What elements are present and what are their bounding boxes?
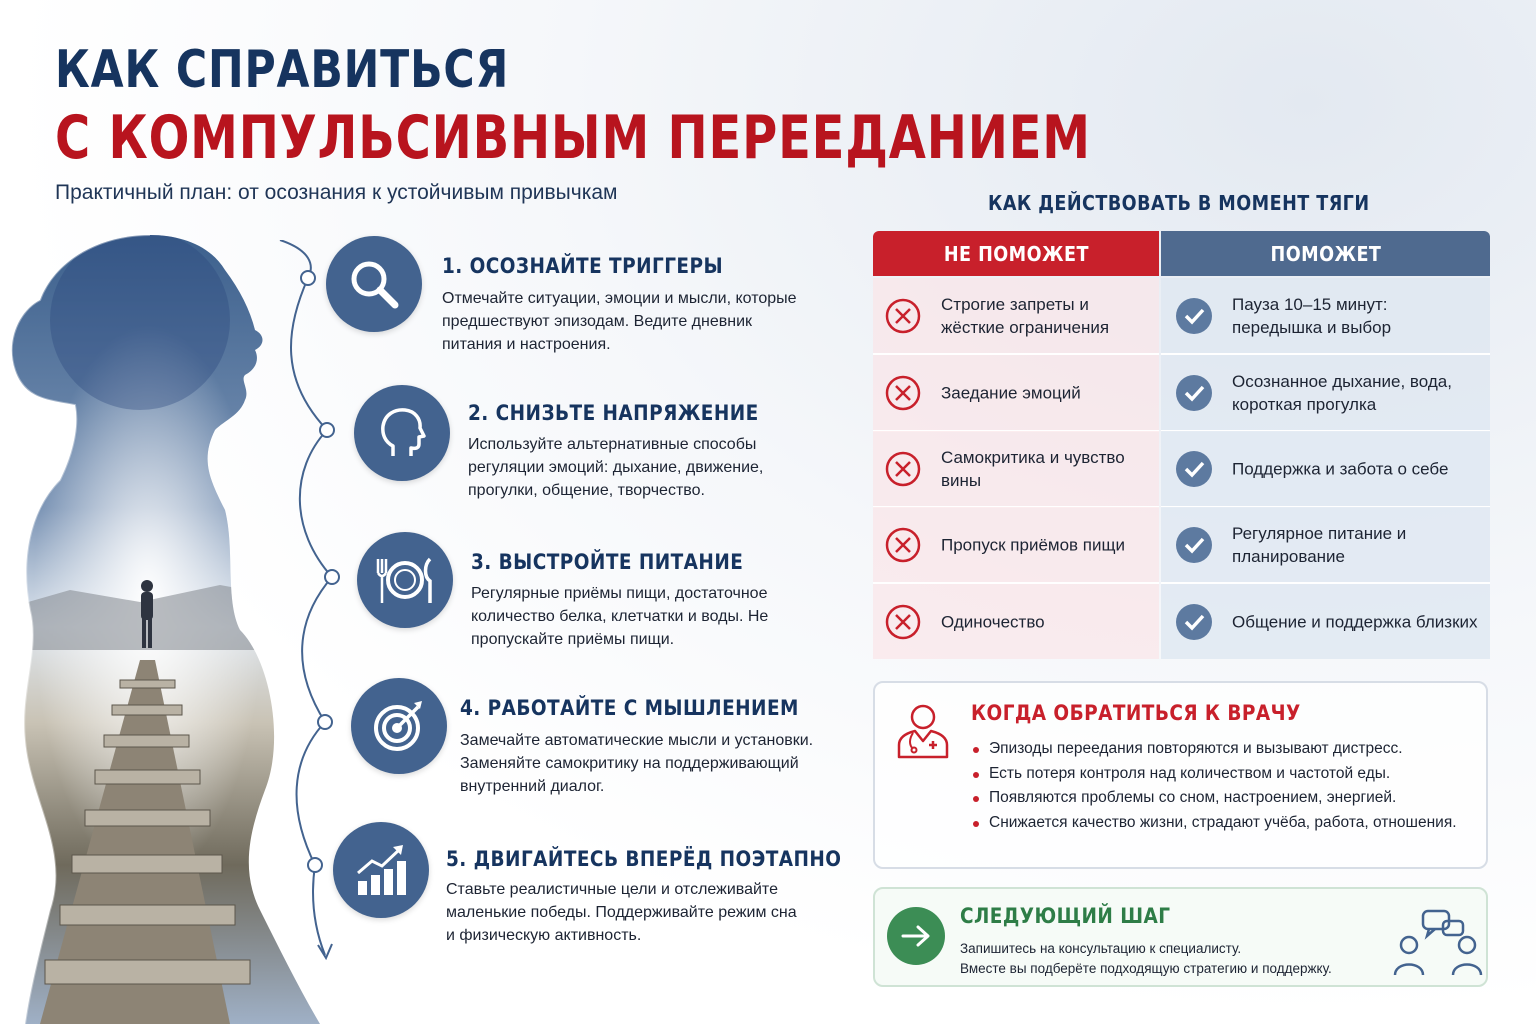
target-icon — [351, 678, 447, 774]
page-subtitle: Практичный план: от осознания к устойчивым привычкам — [55, 181, 618, 204]
step-2-title: 2. СНИЗЬТЕ НАПРЯЖЕНИЕ — [468, 401, 759, 425]
table-row — [873, 507, 1490, 582]
table-cell-bad: Строгие запреты и жёсткие ограничения — [941, 294, 1110, 337]
step-2-text: Используйте альтернативные способы регуляции эмоций: дыхание, движение, прогулки, общение, творчество. — [468, 436, 764, 499]
table-row — [873, 584, 1490, 659]
table-cell-good: Осознанное дыхание, вода, короткая прогулка — [1232, 371, 1452, 414]
checkmark-icon — [1175, 603, 1213, 641]
table-cell-good: Пауза 10–15 минут: передышка и выбор — [1232, 294, 1392, 337]
table-cell-good: Регулярное питание и планирование — [1232, 523, 1407, 566]
step-3-text: Регулярные приёмы пищи, достаточное количество белка, клетчатки и воды. Не пропускайте приёмы пищи. — [471, 585, 769, 648]
step-4-title: 4. РАБОТАЙТЕ С МЫШЛЕНИЕМ — [460, 696, 799, 720]
list-item: Снижается качество жизни, страдают учёба, работа, отношения. — [971, 811, 1481, 836]
doctor-box-title: КОГДА ОБРАТИТЬСЯ К ВРАЧУ — [971, 701, 1301, 725]
step-5-text: Ставьте реалистичные цели и отслеживайте маленькие победы. Поддерживайте режим сна и физическую активность. — [446, 881, 797, 944]
step-3-title: 3. ВЫСТРОЙТЕ ПИТАНИЕ — [471, 550, 744, 574]
next-step-text: Запишитесь на консультацию к специалисту. Вместе вы подберёте подходящую стратегию и поддержку. — [960, 941, 1332, 976]
checkmark-icon — [1175, 526, 1213, 564]
doctor-icon — [895, 701, 951, 759]
doctor-criteria-list — [971, 737, 1481, 835]
step-1-text: Отмечайте ситуации, эмоции и мысли, которые предшествуют эпизодам. Ведите дневник питания и настроения. — [442, 290, 797, 353]
list-item: Эпизоды переедания повторяются и вызывают дистресс. — [971, 737, 1481, 762]
table-cell-bad: Самокритика и чувство вины — [941, 447, 1125, 490]
checkmark-icon — [1175, 450, 1213, 488]
table-cell-good: Общение и поддержка близких — [1232, 612, 1478, 631]
plate-cutlery-icon — [357, 532, 453, 628]
checkmark-icon — [1175, 374, 1213, 412]
table-cell-bad: Пропуск приёмов пищи — [941, 535, 1125, 554]
cross-icon — [885, 451, 921, 487]
table-row — [873, 278, 1490, 353]
when-to-see-doctor-box — [873, 681, 1488, 869]
cross-icon — [885, 527, 921, 563]
cross-icon — [885, 298, 921, 334]
table-cell-good: Поддержка и забота о себе — [1232, 459, 1449, 478]
cross-icon — [885, 604, 921, 640]
next-step-title: СЛЕДУЮЩИЙ ШАГ — [960, 904, 1171, 928]
arrow-right-icon — [887, 907, 945, 965]
page-title-line2: С КОМПУЛЬСИВНЫМ ПЕРЕЕДАНИЕМ — [55, 103, 1091, 173]
list-item: Есть потеря контроля над количеством и частотой еды. — [971, 762, 1481, 787]
next-step-box — [873, 887, 1488, 987]
column-header-good: ПОМОЖЕТ — [1161, 231, 1490, 276]
list-item: Появляются проблемы со сном, настроением, энергией. — [971, 786, 1481, 811]
checkmark-icon — [1175, 297, 1213, 335]
step-4-text: Замечайте автоматические мысли и установки. Заменяйте самокритику на поддерживающий внутренний диалог. — [460, 732, 814, 795]
craving-table-heading: КАК ДЕЙСТВОВАТЬ В МОМЕНТ ТЯГИ — [988, 191, 1370, 215]
table-cell-bad: Одиночество — [941, 612, 1045, 631]
head-profile-icon — [354, 385, 450, 481]
growth-chart-icon — [333, 822, 429, 918]
step-1-title: 1. ОСОЗНАЙТЕ ТРИГГЕРЫ — [442, 254, 724, 278]
table-row — [873, 431, 1490, 506]
cross-icon — [885, 375, 921, 411]
step-5-title: 5. ДВИГАЙТЕСЬ ВПЕРЁД ПОЭТАПНО — [446, 847, 842, 871]
table-row — [873, 355, 1490, 430]
column-header-bad: НЕ ПОМОЖЕТ — [873, 231, 1159, 276]
table-cell-bad: Заедание эмоций — [941, 383, 1081, 402]
consultation-people-icon — [1393, 907, 1483, 977]
magnifier-icon — [326, 236, 422, 332]
craving-table — [873, 231, 1490, 661]
page-title-line1: КАК СПРАВИТЬСЯ — [55, 40, 510, 100]
